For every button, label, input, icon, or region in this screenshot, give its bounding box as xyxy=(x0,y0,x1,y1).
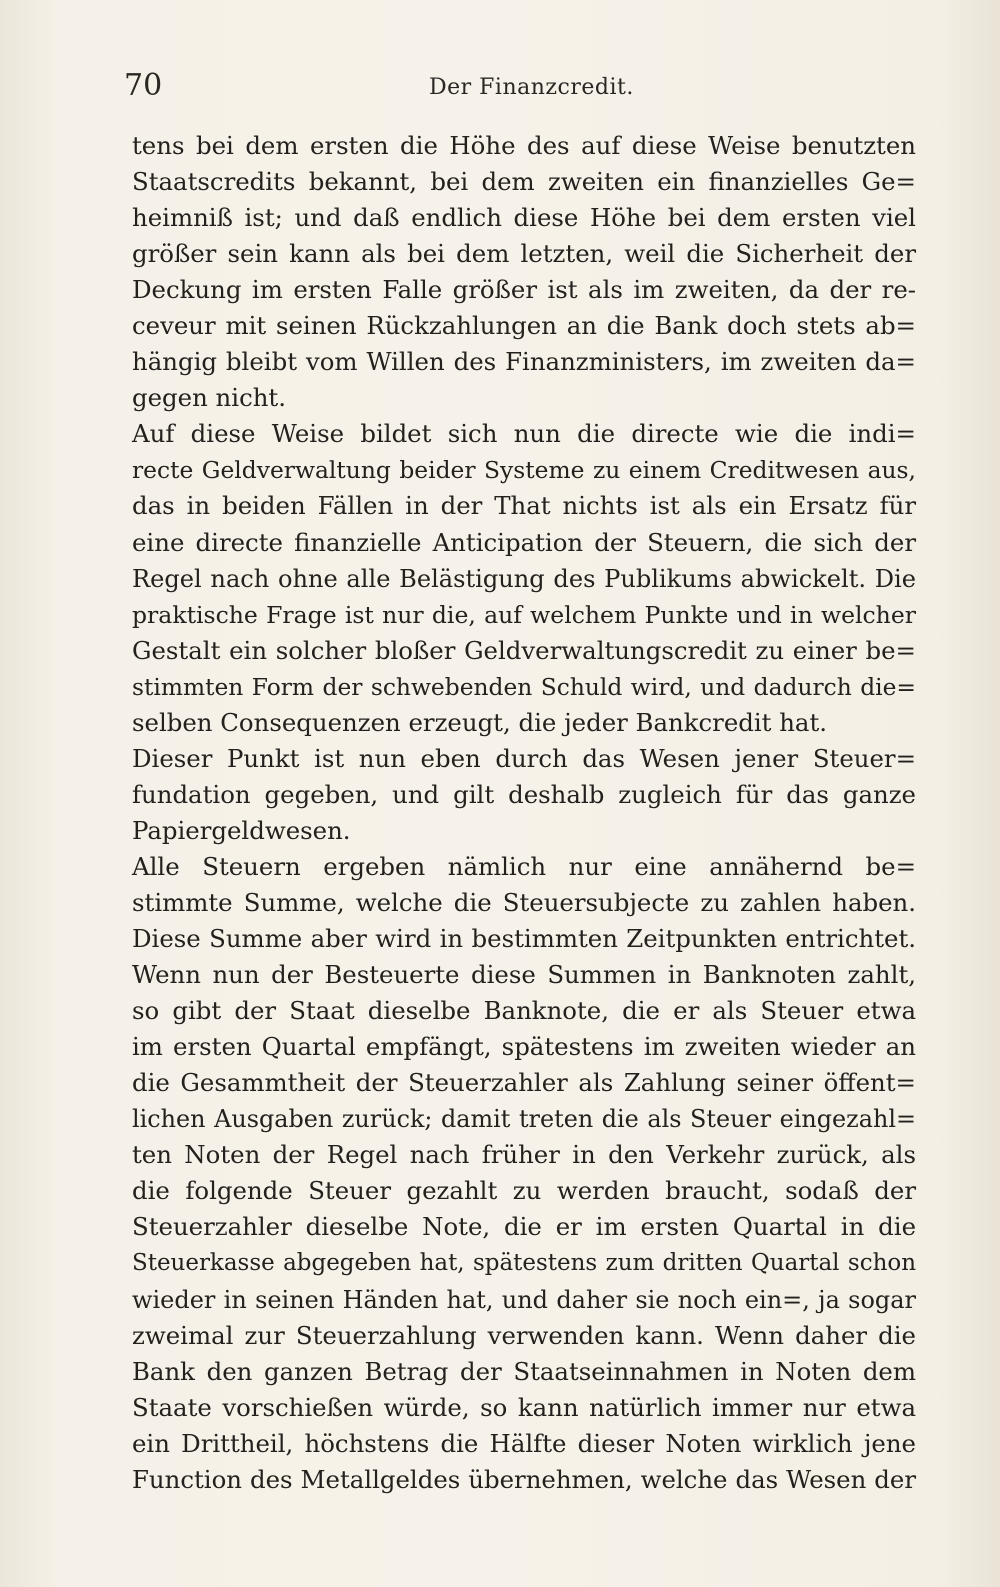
body-text xyxy=(132,128,916,1498)
text-line: gegen nicht. xyxy=(132,383,286,413)
text-line: Steuerkasse abgegeben hat, spätestens zum dritten Quartal schon xyxy=(132,1250,916,1277)
text-line: ein Drittheil, höchstens die Hälfte dieser Noten wirklich jene xyxy=(132,1428,916,1458)
text-line: recte Geldverwaltung beider Systeme zu einem Creditwesen aus, xyxy=(132,456,916,485)
running-head: Der Finanzcredit. xyxy=(429,75,634,100)
text-line: Wenn nun der Besteuerte diese Summen in Banknoten zahlt, xyxy=(132,960,916,990)
text-line: größer sein kann als bei dem letzten, weil die Sicherheit der xyxy=(132,239,916,269)
text-line: Regel nach ohne alle Belästigung des Publikums abwickelt. Die xyxy=(132,564,916,593)
text-line: Steuerzahler dieselbe Note, die er im ersten Quartal in die xyxy=(132,1212,916,1242)
text-line: zweimal zur Steuerzahlung verwenden kann. Wenn daher die xyxy=(132,1320,916,1350)
page-header xyxy=(124,66,916,106)
text-line: die Gesammtheit der Steuerzahler als Zahlung seiner öffent= xyxy=(132,1068,916,1098)
text-line: Staatscredits bekannt, bei dem zweiten ein finanzielles Ge= xyxy=(132,167,916,197)
text-line: ten Noten der Regel nach früher in den Verkehr zurück, als xyxy=(132,1140,916,1170)
text-line: eine directe finanzielle Anticipation der Steuern, die sich der xyxy=(132,527,916,557)
text-line: fundation gegeben, und gilt deshalb zugleich für das ganze xyxy=(132,779,916,809)
text-line: praktische Frage ist nur die, auf welchem Punkte und in welcher xyxy=(132,600,916,629)
text-line: im ersten Quartal empfängt, spätestens im zweiten wieder an xyxy=(132,1032,916,1062)
text-line: stimmten Form der schwebenden Schuld wird, und dadurch die= xyxy=(132,672,916,701)
text-line: Deckung im ersten Falle größer ist als im zweiten, da der re- xyxy=(132,275,916,305)
page-number: 70 xyxy=(124,68,163,103)
text-line: Diese Summe aber wird in bestimmten Zeitpunkten entrichtet. xyxy=(132,924,916,954)
text-line: hängig bleibt vom Willen des Finanzministers, im zweiten da= xyxy=(132,347,916,377)
text-line: ceveur mit seinen Rückzahlungen an die Bank doch stets ab= xyxy=(132,311,916,341)
text-line: wieder in seinen Händen hat, und daher sie noch ein=, ja sogar xyxy=(132,1285,916,1314)
text-line: Gestalt ein solcher bloßer Geldverwaltungscredit zu einer be= xyxy=(132,635,916,665)
text-line: Function des Metallgeldes übernehmen, welche das Wesen der xyxy=(132,1464,916,1494)
text-line: Alle Steuern ergeben nämlich nur eine annähernd be= xyxy=(132,851,916,881)
text-line: Bank den ganzen Betrag der Staatseinnahmen in Noten dem xyxy=(132,1356,916,1386)
text-line: heimniß ist; und daß endlich diese Höhe bei dem ersten viel xyxy=(132,203,916,233)
text-line: Papiergeldwesen. xyxy=(132,815,351,845)
text-line: Dieser Punkt ist nun eben durch das Wesen jener Steuer= xyxy=(132,743,916,773)
text-line: die folgende Steuer gezahlt zu werden braucht, sodaß der xyxy=(132,1176,916,1206)
text-line: das in beiden Fällen in der That nichts ist als ein Ersatz für xyxy=(132,491,916,521)
text-line: lichen Ausgaben zurück; damit treten die als Steuer eingezahl= xyxy=(132,1105,916,1134)
text-line: Auf diese Weise bildet sich nun die directe wie die indi= xyxy=(132,419,916,449)
text-line: Staate vorschießen würde, so kann natürlich immer nur etwa xyxy=(132,1392,916,1422)
text-line: selben Consequenzen erzeugt, die jeder Bankcredit hat. xyxy=(132,707,828,737)
text-line: tens bei dem ersten die Höhe des auf diese Weise benutzten xyxy=(132,131,916,160)
text-line: stimmte Summe, welche die Steuersubjecte zu zahlen haben. xyxy=(132,887,916,917)
text-line: so gibt der Staat dieselbe Banknote, die er als Steuer etwa xyxy=(132,996,916,1026)
